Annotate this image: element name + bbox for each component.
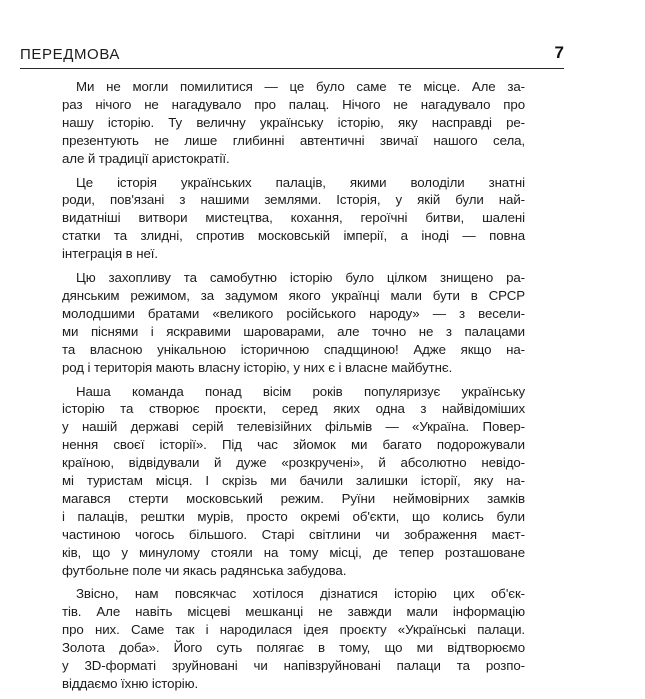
text-line: нашу історію. Ту величну українську історію, яку насправді ре- (62, 114, 525, 130)
text-line: дянським режимом, за задумом якого українці мали бути в СРСР (62, 287, 525, 303)
text-line: род і територія мають власну історію, у них є і власне майбутнє. (62, 359, 453, 375)
paragraph (62, 78, 525, 168)
text-line: молодшими братами «великого російського народу» — з весели- (62, 305, 525, 321)
text-line: видатніші витвори мистецтва, кохання, героїчні битви, шалені (62, 210, 525, 226)
text-line: віддаємо їхню історію. (62, 676, 199, 691)
text-line: Звісно, нам повсякчас хотілося дізнатися історію цих об'єк- (76, 586, 525, 602)
paragraph (62, 585, 525, 692)
text-line: але й традиції аристократії. (62, 150, 230, 166)
text-line: Ми не могли помилитися — це було саме те місце. Але за- (76, 79, 525, 94)
text-line: нення своєї історії». Під час зйомок ми багато подорожували (62, 437, 525, 453)
text-line: Цю захопливу та самобутню історію було цілком знищено ра- (76, 270, 525, 286)
paragraph (62, 383, 525, 580)
text-line: ків, що у минулому стояли на тому місці, де тепер розташоване (62, 544, 525, 560)
text-line: Золота доба». Його суть полягає в тому, що ми відтворюємо (62, 640, 525, 656)
text-line: магався стерти московський режим. Руїни неймовірних замків (62, 490, 525, 506)
paragraph (62, 174, 525, 264)
text-line: статки та злидні, спротив московській імперії, а іноді — повна (62, 228, 525, 244)
text-line: Наша команда понад вісім років популяризує українську (76, 383, 525, 399)
running-header (20, 44, 564, 69)
paragraph (62, 269, 525, 376)
text-line: Це історія українських палаців, якими володіли знатні (76, 174, 525, 190)
text-line: країною, відвідували й дуже «розкручені», й абсолютно невідо- (62, 455, 525, 471)
text-line: мі туристам місця. І скрізь ми бачили залишки історії, яку на- (62, 473, 525, 489)
text-line: історію та створює проєкти, серед яких одна з найвідоміших (62, 401, 525, 417)
page-number: 7 (554, 43, 564, 62)
text-line: у 3D-форматі зруйновані чи напівзруйновані палаци та розпо- (62, 658, 525, 674)
text-line: тів. Але навіть місцеві мешканці не завжди мали інформацію (62, 604, 525, 620)
text-line: презентують не лише глибинні автентичні звичаї нашого села, (62, 132, 525, 148)
body-text (62, 78, 525, 699)
text-line: раз нічого не нагадувало про палац. Нічого не нагадувало про (62, 96, 525, 112)
text-line: та власною унікальною історичною спадщиною! Адже якщо на- (62, 341, 525, 357)
text-line: футбольне поле чи якась радянська забудова. (62, 562, 347, 578)
text-line: частиною чогось більшого. Старі світлини чи зображення маєт- (62, 526, 525, 542)
text-line: і палаців, рештки мурів, просто окремі об'єкти, що колись були (62, 508, 525, 524)
chapter-title: ПЕРЕДМОВА (20, 46, 121, 63)
text-line: інтеграція в неї. (62, 246, 158, 262)
text-line: про них. Саме так і народилася ідея проєкту «Українські палаци. (62, 622, 525, 638)
text-line: роди, пов'язані з нашими землями. Історія, у якій були най- (62, 192, 525, 208)
text-line: у нашій державі серій телевізійних фільмів — «Україна. Повер- (62, 419, 525, 435)
text-line: ми піснями і яскравими шароварами, але точно не з палацами (62, 323, 525, 339)
